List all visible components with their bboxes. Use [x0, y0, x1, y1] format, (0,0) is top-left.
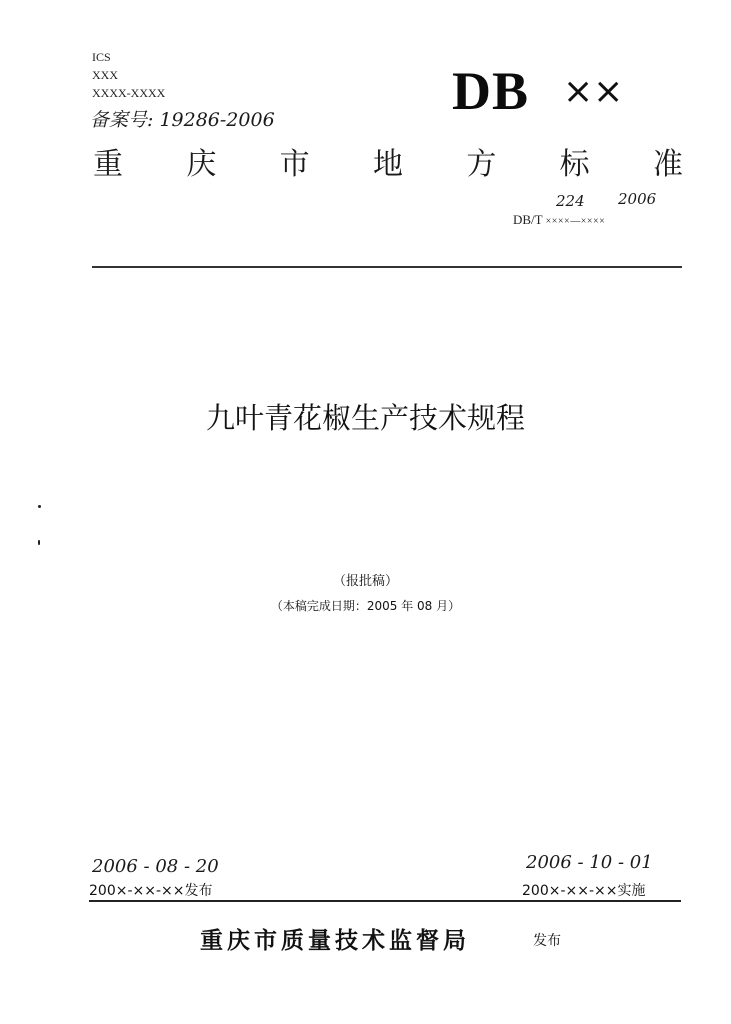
- level-char: 庆: [186, 147, 217, 182]
- handwritten-standard-year: 2006: [618, 190, 657, 208]
- issuer-suffix: 发布: [533, 933, 561, 949]
- issuer-name: 重庆市质量技术监督局: [200, 928, 470, 954]
- completion-date-note: （本稿完成日期：2005 年 08 月）: [270, 599, 461, 613]
- draft-label: （报批稿）: [332, 574, 398, 589]
- standard-prefix: DB/T: [513, 212, 543, 227]
- header-rule: [92, 266, 682, 268]
- level-char: 市: [279, 147, 310, 182]
- handwritten-standard-number: 224: [556, 192, 585, 210]
- publish-date-label: 200×-××-××发布: [89, 883, 213, 899]
- level-char: 地: [372, 147, 403, 182]
- record-code: XXXX-XXXX: [92, 86, 166, 100]
- implement-date-label: 200×-××-××实施: [522, 883, 646, 899]
- db-suffix: ××: [563, 71, 624, 112]
- level-char: 方: [466, 147, 497, 182]
- handwritten-publish-date: 2006 - 08 - 20: [92, 856, 219, 877]
- db-mark: DB: [452, 61, 530, 121]
- scan-speck: [38, 505, 41, 508]
- document-title: 九叶青花椒生产技术规程: [205, 401, 525, 435]
- footer-rule: [89, 900, 681, 902]
- level-char: 标: [559, 147, 590, 182]
- handwritten-implement-date: 2006 - 10 - 01: [526, 852, 653, 873]
- level-char: 准: [652, 147, 683, 182]
- standard-level-heading: [93, 146, 683, 184]
- standard-code: ××××—××××: [545, 216, 606, 227]
- classification-code: XXX: [92, 68, 118, 82]
- level-char: 重: [93, 147, 123, 182]
- handwritten-record-number: 备案号: 19286-2006: [90, 109, 275, 131]
- standard-number: [513, 212, 605, 228]
- ics-label: ICS: [92, 50, 111, 64]
- scan-speck: [38, 540, 40, 545]
